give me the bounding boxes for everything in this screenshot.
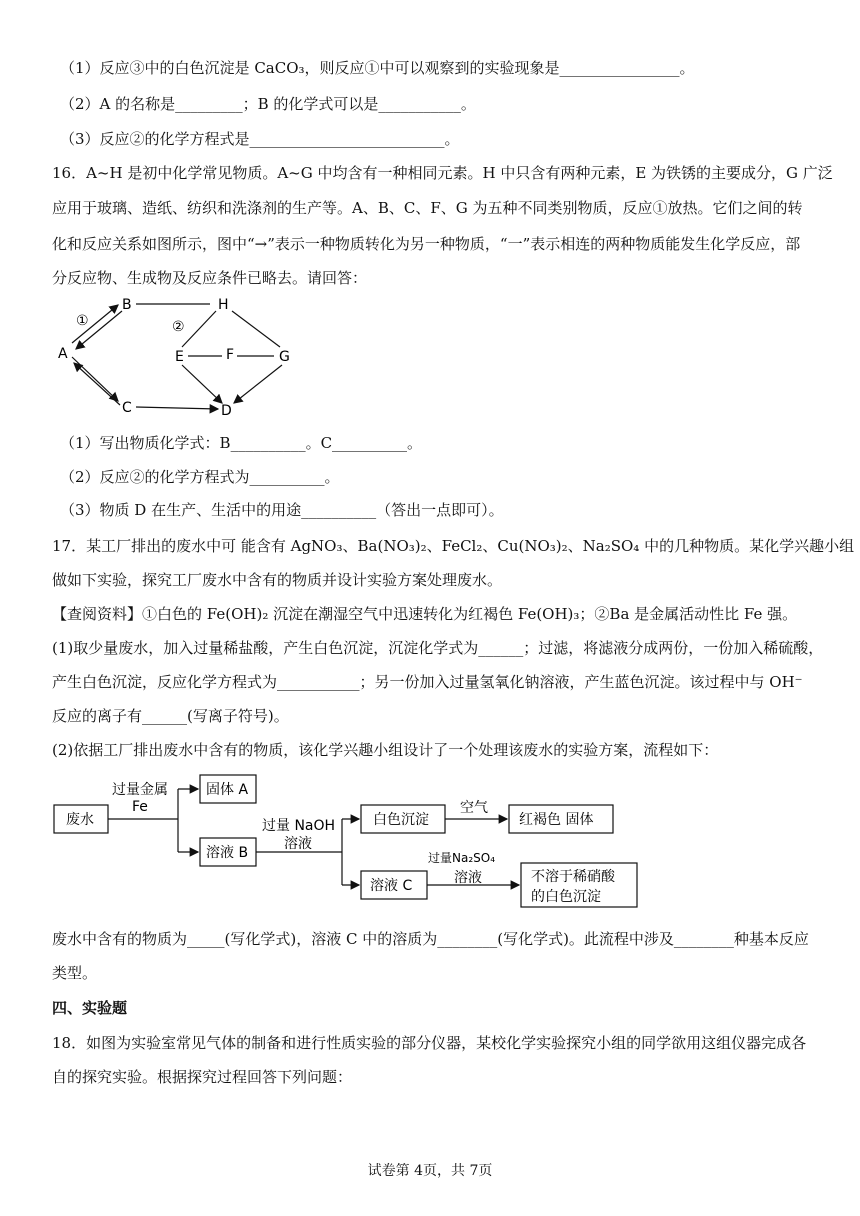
q16-line4: 分反应物、生成物及反应条件已略去。请回答： — [52, 269, 368, 287]
node-C: C — [122, 400, 132, 416]
flow-final-line2: 的白色沉淀 — [531, 889, 601, 905]
q16-sub3: （3）物质 D 在生产、生活中的用途__________（答出一点即可）。 — [60, 501, 504, 519]
q16-line1: 16．A~H 是初中化学常见物质。A~G 中均含有一种相同元素。H 中只含有两种元素，E 为铁锈的主要成分，G 广泛 — [52, 164, 833, 182]
node-D: D — [221, 403, 232, 419]
q16-sub1: （1）写出物质化学式：B__________。C__________。 — [60, 434, 423, 452]
q15-sub2: （2）A 的名称是_________；B 的化学式可以是___________。 — [60, 95, 476, 113]
flow-red-brown-solid: 红褐色 固体 — [519, 812, 594, 828]
flow-wastewater: 废水 — [66, 812, 94, 828]
relation-diagram — [40, 285, 320, 425]
q17-line1: 17．某工厂排出的废水中可 能含有 AgNO₃、Ba(NO₃)₂、FeCl₂、Cu(NO₃)₂、Na₂SO₄ 中的几种物质。某化学兴趣小组 — [52, 537, 855, 555]
node-G: G — [279, 349, 290, 365]
node-A: A — [58, 346, 68, 362]
q18-line2: 自的探究实验。根据探究过程回答下列问题： — [52, 1068, 353, 1086]
flow-solution-b: 溶液 B — [206, 845, 249, 861]
node-F: F — [226, 347, 235, 363]
flow-reagent3-line2: 溶液 — [454, 870, 482, 886]
q17-p2: (2)依据工厂排出废水中含有的物质，该化学兴趣小组设计了一个处理该废水的实验方案，流程如下： — [52, 741, 719, 759]
q17-p1-line1: (1)取少量废水，加入过量稀盐酸，产生白色沉淀，沉淀化学式为______；过滤，将滤液分成两份，一份加入稀硫酸， — [52, 639, 824, 657]
q16-line2: 应用于玻璃、造纸、纺织和洗涤剂的生产等。A、B、C、F、G 为五种不同类别物质，反应①放热。它们之间的转 — [52, 199, 803, 217]
flow-reagent2-line2: 溶液 — [284, 836, 312, 852]
q17-answer-line2: 类型。 — [52, 964, 98, 982]
q17-p1-line3: 反应的离子有______(写离子符号)。 — [52, 707, 289, 725]
node-E: E — [175, 349, 184, 365]
node-H: H — [218, 297, 229, 313]
q16-sub2: （2）反应②的化学方程式为__________。 — [60, 468, 340, 486]
flow-reagent2-line1: 过量 NaOH — [262, 818, 336, 834]
flow-final-line1: 不溶于稀硝酸 — [531, 869, 615, 885]
q17-info: 【查阅资料】①白色的 Fe(OH)₂ 沉淀在潮湿空气中迅速转化为红褐色 Fe(OH)₃；②Ba 是金属活动性比 Fe 强。 — [52, 605, 798, 623]
q16-line3: 化和反应关系如图所示，图中“→”表示一种物质转化为另一种物质，“一”表示相连的两种物质能发生化学反应，部 — [52, 235, 801, 253]
q15-sub3: （3）反应②的化学方程式是__________________________。 — [60, 130, 460, 148]
q17-line2: 做如下实验，探究工厂废水中含有的物质并设计实验方案处理废水。 — [52, 571, 503, 589]
page-footer: 试卷第 4页，共 7页 — [367, 1163, 493, 1179]
flow-reagent1-line1: 过量金属 — [112, 782, 168, 798]
process-flowchart — [50, 770, 650, 915]
flow-solution-c: 溶液 C — [370, 878, 413, 894]
q17-answer-line1: 废水中含有的物质为_____(写化学式)，溶液 C 中的溶质为________(写化学式)。此流程中涉及________种基本反应 — [52, 930, 809, 948]
flow-air: 空气 — [460, 800, 488, 816]
q17-p1-line2: 产生白色沉淀，反应化学方程式为___________；另一份加入过量氢氧化钠溶液，产生蓝色沉淀。该过程中与 OH⁻ — [52, 673, 803, 691]
node-B: B — [122, 297, 132, 313]
flow-solid-a: 固体 A — [206, 782, 249, 798]
label-reaction-1: ① — [76, 313, 89, 329]
flow-white-precipitate: 白色沉淀 — [373, 812, 429, 828]
flow-reagent1-line2: Fe — [132, 799, 148, 815]
section-heading: 四、实验题 — [52, 999, 128, 1017]
q18-line1: 18．如图为实验室常见气体的制备和进行性质实验的部分仪器，某校化学实验探究小组的同学欲用这组仪器完成各 — [52, 1034, 807, 1052]
flow-reagent3-line1: 过量Na₂SO₄ — [428, 851, 496, 865]
label-reaction-2: ② — [172, 319, 185, 335]
q15-sub1: （1）反应③中的白色沉淀是 CaCO₃，则反应①中可以观察到的实验现象是________________。 — [60, 59, 695, 77]
